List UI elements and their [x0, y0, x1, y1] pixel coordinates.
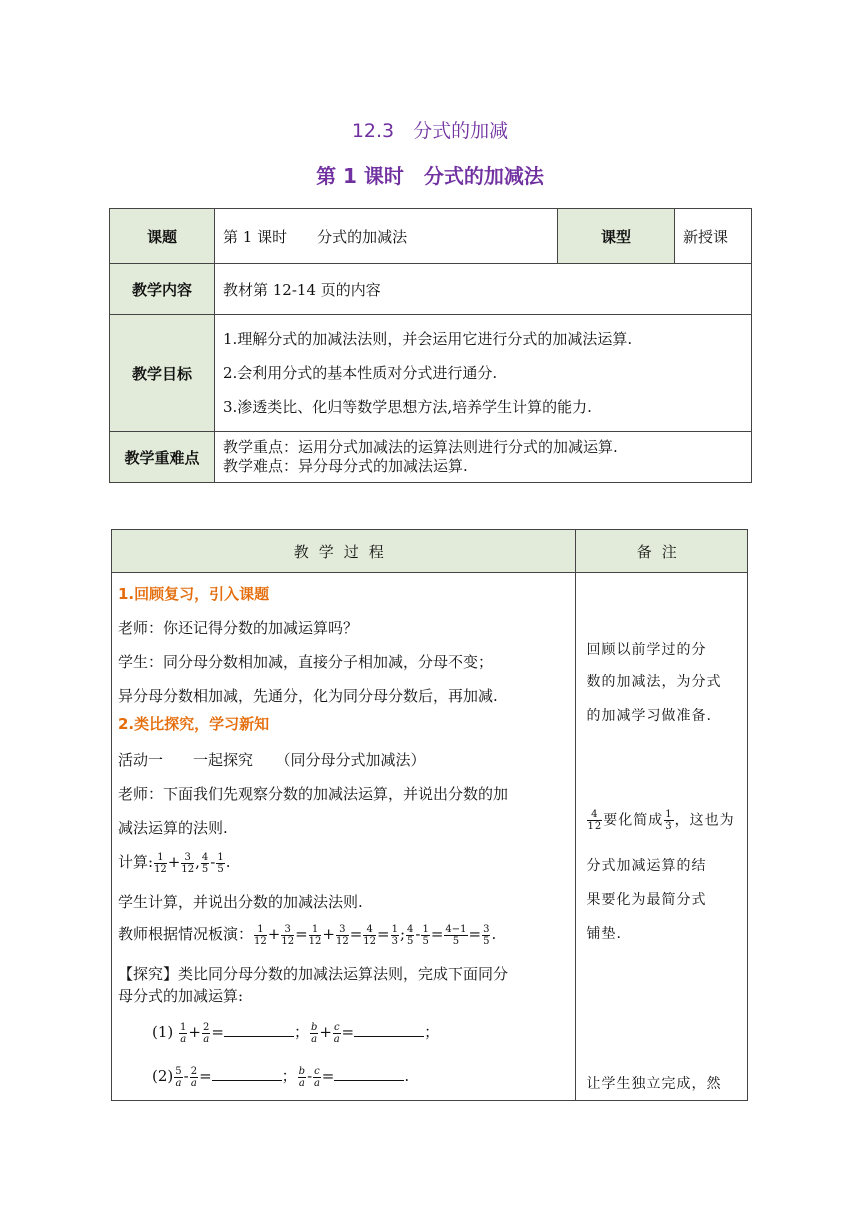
fraction: $\frac{5}{a}$	[175, 1065, 182, 1089]
key-point-item: 教学难点：异分母分式的加减法运算.	[223, 457, 468, 475]
type-value: 新授课	[675, 209, 752, 264]
fraction: $\frac{3}{12}$	[335, 923, 349, 947]
teacher-line: 老师：下面我们先观察分数的加减法运算，并说出分数的加	[118, 785, 509, 803]
fraction: $\frac{4}{5}$	[407, 923, 414, 947]
board-label: 教师根据情况板演：	[118, 925, 254, 943]
student-line: 学生：同分母分数相加减，直接分子相加减，分母不变；	[118, 653, 494, 671]
goal-item: 3.渗透类比、化归等数学思想方法,培养学生计算的能力.	[223, 398, 592, 416]
goals-label: 教学目标	[110, 315, 215, 432]
fraction: $\frac{3}{5}$	[483, 923, 490, 947]
fraction: $\frac{1}{a}$	[180, 1021, 187, 1045]
fraction: $\frac{4}{5}$	[201, 851, 209, 875]
remark-line: 让学生独立完成，然	[586, 1076, 722, 1092]
answer-blank[interactable]	[212, 1066, 282, 1081]
key-points-list	[215, 432, 752, 483]
board-line: 教师根据情况板演： $\frac{1}{12}$ + $\frac{3}{12}$ = $\frac{1}{12}$ + $\frac{3}{12}$ = $\frac{4}{12}$ = $\frac{1}{3}$ ; $\frac{4}{5}$ - $\frac{1}{5}$ = $\frac{4-1}{5}$ = $\frac{3}{5}$ .	[118, 923, 497, 947]
goals-list	[215, 315, 752, 432]
remark-cell	[576, 573, 748, 1101]
remark-header: 备注	[576, 530, 748, 573]
fraction: $\frac{1}{5}$	[217, 851, 224, 875]
fraction: $\frac{2}{a}$	[190, 1065, 198, 1089]
process-cell	[112, 573, 576, 1101]
fraction: $\frac{1}{12}$	[254, 923, 267, 947]
fraction: $\frac{c}{a}$	[333, 1021, 340, 1045]
fraction: $\frac{1}{12}$	[154, 851, 167, 875]
fraction: $\frac{2}{a}$	[202, 1021, 210, 1045]
teacher-line: 老师：你还记得分数的加减运算吗？	[118, 619, 359, 637]
key-point-item: 教学重点：运用分式加减法的运算法则进行分式的加减运算.	[223, 438, 618, 456]
lesson-title: 12.3 分式的加减	[351, 120, 509, 142]
fraction: $\frac{b}{a}$	[310, 1021, 318, 1045]
process-header: 教学过程	[112, 530, 576, 573]
content-value: 教材第 12-14 页的内容	[215, 264, 752, 315]
section-heading: 2.类比探究，学习新知	[118, 715, 270, 733]
fraction: $\frac{4}{12}$	[363, 923, 376, 947]
student-line: 学生计算，并说出分数的加减法法则.	[118, 893, 363, 911]
fraction: $\frac{1}{5}$	[422, 923, 429, 947]
activity-line: 活动一 一起探究 （同分母分式加减法）	[118, 751, 426, 769]
fraction: $\frac{1}{12}$	[308, 923, 322, 947]
remark-line: 的加减学习做准备.	[586, 708, 712, 724]
topic-label: 课题	[110, 209, 215, 264]
fraction: $\frac{4-1}{5}$	[445, 923, 467, 947]
lesson-subtitle: 第 1 课时 分式的加减法	[316, 164, 544, 188]
answer-blank[interactable]	[224, 1022, 294, 1037]
answer-blank[interactable]	[354, 1022, 424, 1037]
fraction: $\frac{1}{3}$	[665, 809, 673, 832]
question-2: (2) $\frac{5}{a}$ - $\frac{2}{a}$ = ； $\frac{b}{a}$ - $\frac{c}{a}$ = .	[152, 1065, 410, 1089]
teacher-line: 减法运算的法则.	[118, 819, 228, 837]
remark-line: 铺垫.	[586, 926, 622, 942]
question-1: (1) $\frac{1}{a}$ + $\frac{2}{a}$ = ； $\frac{b}{a}$ + $\frac{c}{a}$ = ；	[152, 1021, 440, 1045]
remark-line: 分式加减运算的结	[586, 858, 707, 874]
question-label: (1)	[152, 1023, 174, 1041]
answer-blank[interactable]	[334, 1066, 404, 1081]
student-line: 异分母分数相加减，先通分，化为同分母分数后，再加减.	[118, 687, 498, 705]
fraction: $\frac{3}{12}$	[281, 923, 295, 947]
content-label: 教学内容	[110, 264, 215, 315]
topic-value: 第 1 课时 分式的加减法	[215, 209, 558, 264]
remark-line: 数的加减法，为分式	[586, 674, 722, 690]
remark-line: 果要化为最简分式	[586, 892, 707, 908]
key-points-label: 教学重难点	[110, 432, 215, 483]
fraction: $\frac{1}{3}$	[391, 923, 398, 947]
calc-label: 计算:	[118, 853, 154, 871]
goal-item: 1.理解分式的加减法法则，并会运用它进行分式的加减法运算.	[223, 330, 633, 348]
fraction: $\frac{b}{a}$	[298, 1065, 306, 1089]
type-label: 课型	[558, 209, 675, 264]
fraction: $\frac{4}{12}$	[587, 809, 603, 832]
section-heading: 1.回顾复习，引入课题	[118, 585, 270, 603]
remark-line: 回顾以前学过的分	[586, 642, 707, 658]
fraction: $\frac{3}{12}$	[181, 851, 195, 875]
goal-item: 2.会利用分式的基本性质对分式进行通分.	[223, 364, 498, 382]
lesson-info-table	[109, 208, 752, 483]
calc-line: 计算: $\frac{1}{12}$ + $\frac{3}{12}$ , $\frac{4}{5}$ - $\frac{1}{5}$ .	[118, 851, 231, 875]
question-label: (2)	[152, 1067, 174, 1085]
teaching-process-table	[111, 529, 748, 1101]
explore-line: 【探究】类比同分母分数的加减法运算法则，完成下面同分	[118, 965, 509, 983]
remark-line: $\frac{4}{12}$ 要化简成 $\frac{1}{3}$ ，这也为	[587, 809, 735, 832]
explore-line: 母分式的加减运算:	[118, 987, 244, 1005]
fraction: $\frac{c}{a}$	[313, 1065, 320, 1089]
